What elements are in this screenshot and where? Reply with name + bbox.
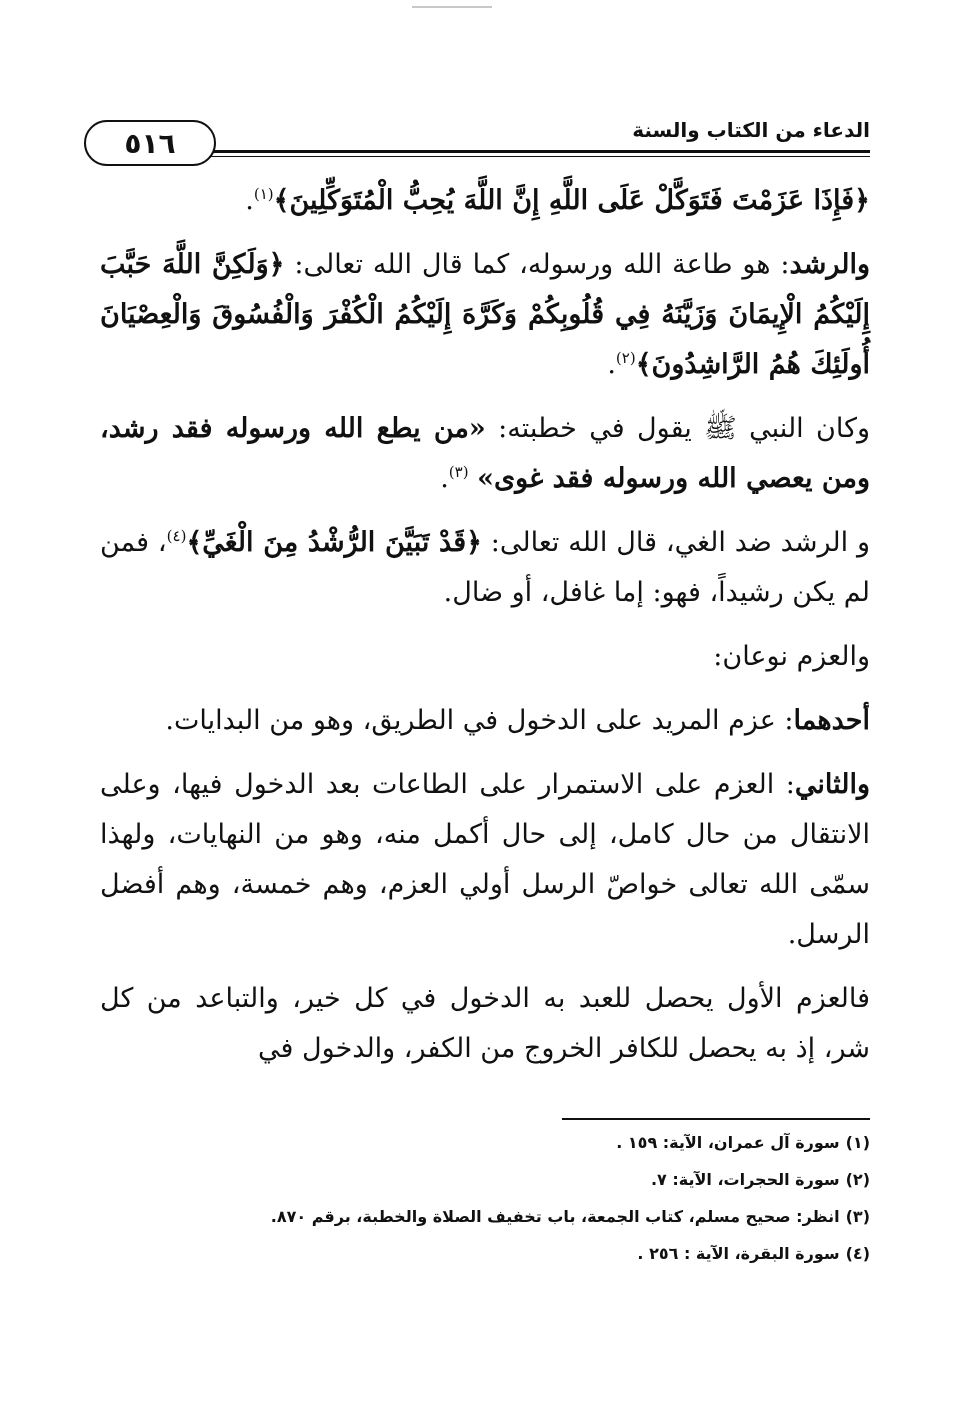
footnote-number: (١): [845, 1133, 870, 1152]
paragraph: [100, 240, 870, 390]
page-header: [92, 108, 870, 168]
quran-verse: ﴿قَدْ تَبَيَّنَ الرُّشْدُ مِنَ الْغَيِّ﴾: [186, 527, 482, 558]
footnote-separator: [562, 1118, 870, 1120]
paragraph: [100, 974, 870, 1074]
paragraph-text: وكان النبي ﷺ يقول في خطبته:: [485, 413, 870, 444]
paragraph-after: [469, 463, 478, 494]
paragraph-lead: والثاني: [794, 769, 870, 800]
footnote-ref: (٤): [166, 527, 187, 545]
paragraph: [100, 632, 870, 682]
paragraph-lead: أحدهما: [793, 705, 870, 736]
footnotes: [100, 1124, 870, 1272]
quran-verse: ﴿وَلَكِنَّ اللَّهَ حَبَّبَ إِلَيْكُمُ الْإِيمَانَ وَزَيَّنَهُ فِي قُلُوبِكُمْ وَكَرَّهَ إِلَيْكُمُ الْكُفْرَ وَالْفُسُوقَ وَالْعِصْيَانَ أُولَئِكَ هُمُ الرَّاشِدُونَ﴾: [100, 249, 870, 380]
hadith-quote: «من يطع الله ورسوله فقد رشد، ومن يعصي الله ورسوله فقد غوى»: [100, 413, 870, 494]
quran-verse: ﴿فَإِذَا عَزَمْتَ فَتَوَكَّلْ عَلَى اللَّهِ إِنَّ اللَّهَ يُحِبُّ الْمُتَوَكِّلِينَ﴾: [273, 185, 870, 216]
paragraph-end: ، فمن لم يكن رشيداً، فهو: إما غافل، أو ضال.: [100, 527, 870, 608]
paragraph: [100, 760, 870, 960]
paragraph-end: .: [245, 185, 254, 216]
footnote-number: (٤): [845, 1244, 870, 1263]
paragraph-lead: والرشد: [789, 249, 871, 280]
paragraph-text: والعزم نوعان:: [713, 641, 870, 672]
paragraph: [100, 404, 870, 504]
footnote: [100, 1198, 870, 1235]
footnote-text: انظر: صحيح مسلم، كتاب الجمعة، باب تخفيف الصلاة والخطبة، برقم ٨٧٠.: [270, 1207, 840, 1226]
footnote-text: سورة الحجرات، الآية: ٧.: [650, 1170, 840, 1189]
footnote-number: (٢): [845, 1170, 870, 1189]
paragraph: [100, 176, 870, 226]
footnote: [100, 1161, 870, 1198]
footnote-ref: (٣): [448, 463, 469, 481]
page-number-badge: [84, 120, 216, 166]
paragraph-text: : هو طاعة الله ورسوله، كما قال الله تعالى:: [284, 249, 790, 280]
paragraph-end: .: [440, 463, 449, 494]
footnote-text: سورة آل عمران، الآية: ١٥٩ .: [616, 1133, 840, 1152]
paragraph-text: و الرشد ضد الغي، قال الله تعالى:: [481, 527, 870, 558]
footnote-ref: (١): [253, 185, 274, 203]
top-scan-mark: [412, 6, 492, 8]
paragraph-text: فالعزم الأول يحصل للعبد به الدخول في كل خير، والتباعد من كل شر، إذ به يحصل للكافر الخروج من الكفر، والدخول في: [100, 983, 870, 1064]
footnote-text: سورة البقرة، الآية : ٢٥٦ .: [637, 1244, 840, 1263]
paragraph: [100, 518, 870, 618]
book-title: الدعاء من الكتاب والسنة: [632, 118, 870, 142]
main-text: [100, 176, 870, 1088]
footnote: [100, 1235, 870, 1272]
page-number: ٥١٦: [124, 126, 176, 160]
footnote: [100, 1124, 870, 1161]
footnote-number: (٣): [845, 1207, 870, 1226]
paragraph-text: : العزم على الاستمرار على الطاعات بعد الدخول فيها، وعلى الانتقال من حال كامل، إلى حال أكمل منه، وهو من النهايات، ولهذا سمّى الله تعالى خواصّ الرسل أولي العزم، وهم خمسة، وهم أفضل الرسل.: [100, 769, 870, 950]
paragraph-end: .: [607, 349, 616, 380]
paragraph-text: : عزم المريد على الدخول في الطريق، وهو من البدايات.: [165, 705, 794, 736]
footnote-ref: (٢): [615, 349, 636, 367]
paragraph: [100, 696, 870, 746]
